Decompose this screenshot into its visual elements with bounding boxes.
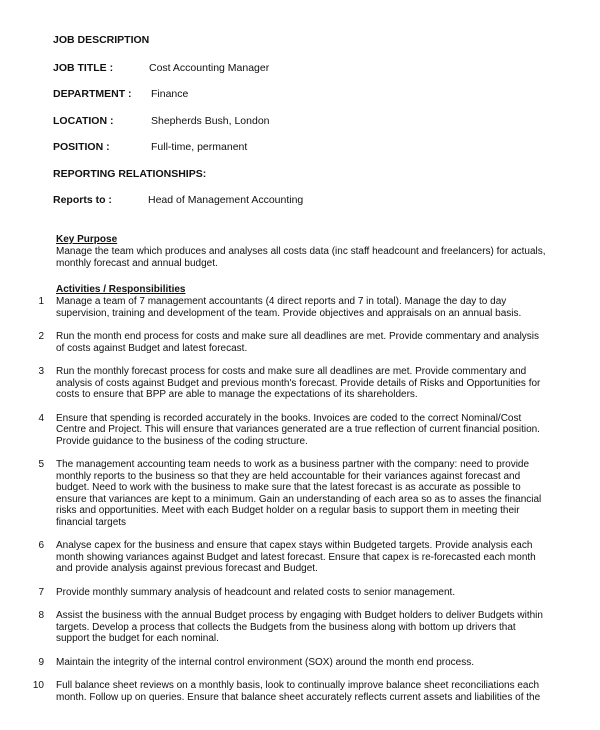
item-text: Full balance sheet reviews on a monthly basis, look to continually improve balance sheet reconciliations each month. Follow up on queries. Ensure that balance sheet accurately reflects current assets and liabilities of the (56, 680, 541, 703)
list-item (0, 296, 600, 319)
list-item (0, 331, 600, 354)
reporting-relationships-heading: REPORTING RELATIONSHIPS: (53, 168, 207, 180)
responsibilities-list (0, 296, 600, 715)
item-number: 10 (32, 680, 44, 691)
item-number: 4 (38, 412, 44, 424)
item-number: 1 (38, 296, 44, 307)
document-title: JOB DESCRIPTION (53, 34, 150, 46)
key-purpose-heading: Key Purpose (56, 234, 118, 245)
position-value: Full-time, permanent (151, 141, 248, 153)
item-text: Provide monthly summary analysis of headcount and related costs to senior management. (56, 586, 456, 598)
list-item (0, 413, 600, 448)
item-number: 2 (38, 331, 44, 342)
department-label: DEPARTMENT : (53, 88, 132, 100)
item-number: 9 (38, 656, 44, 668)
job-title-value: Cost Accounting Manager (149, 62, 270, 74)
location-label: LOCATION : (53, 115, 114, 127)
responsibilities-heading: Activities / Responsibilities (56, 284, 186, 295)
item-text: Analyse capex for the business and ensure that capex stays within Budgeted targets. Provide analysis each month showing variances against Budget and latest forecast. Ensure that capex is re-forecasted each month and provide analysis against previous forecast and Budget. (56, 540, 536, 574)
list-item (0, 610, 600, 645)
item-text: Manage a team of 7 management accountants (4 direct reports and 7 in total). Manage the day to day supervision, training and development of the team. Provide objectives and appraisals on an annual basis. (56, 296, 522, 319)
job-title-label: JOB TITLE : (53, 62, 114, 74)
item-text: The management accounting team needs to work as a business partner with the company: need to provide monthly reports to the business so that they are held accountable for their variances against forecast and budget. Need to work with the business to make sure that the latest forecast is as accurate as possible to ensure that variances are kept to a minimum. Gain an understanding of each area so as to asses the financial risks and opportunities. Meet with each Budget holder on a regular basis to support them in meeting their financial targets (56, 459, 542, 528)
item-number: 7 (38, 586, 44, 598)
item-text: Ensure that spending is recorded accurately in the books. Invoices are coded to the correct Nominal/Cost Centre and Project. This will ensure that variances generated are a true reflection of current financial position. Provide guidance to the business of the coding structure. (56, 412, 540, 447)
location-value: Shepherds Bush, London (151, 115, 270, 127)
item-number: 6 (38, 540, 44, 551)
list-item (0, 366, 600, 401)
item-text: Assist the business with the annual Budget process by engaging with Budget holders to deliver Budgets within targets. Develop a process that collects the Budgets from the business along with bottom up drivers that support the budget for each nominal. (56, 610, 543, 644)
item-text: Run the monthly forecast process for costs and make sure all deadlines are met. Provide commentary and analysis of costs against Budget and previous month's forecast. Provide details of Risks and Opportunities for costs to ensure that BPP are able to manage the expectations of its shareholders. (56, 366, 541, 400)
list-item (0, 587, 600, 599)
item-text: Maintain the integrity of the internal control environment (SOX) around the month end process. (56, 656, 475, 668)
reports-to-label: Reports to : (53, 194, 112, 206)
department-value: Finance (151, 88, 189, 100)
list-item (0, 657, 600, 669)
list-item (0, 459, 600, 528)
item-text: Run the month end process for costs and make sure all deadlines are met. Provide commentary and analysis of costs against Budget and latest forecast. (56, 331, 540, 354)
reports-to-value: Head of Management Accounting (148, 194, 304, 206)
list-item (0, 540, 600, 575)
item-number: 3 (38, 366, 44, 377)
list-item (0, 680, 600, 703)
position-label: POSITION : (53, 141, 110, 153)
key-purpose-text: Manage the team which produces and analyses all costs data (inc staff headcount and freelancers) for actuals, monthly forecast and annual budget. (56, 246, 546, 269)
item-number: 5 (38, 459, 44, 470)
item-number: 8 (38, 610, 44, 621)
